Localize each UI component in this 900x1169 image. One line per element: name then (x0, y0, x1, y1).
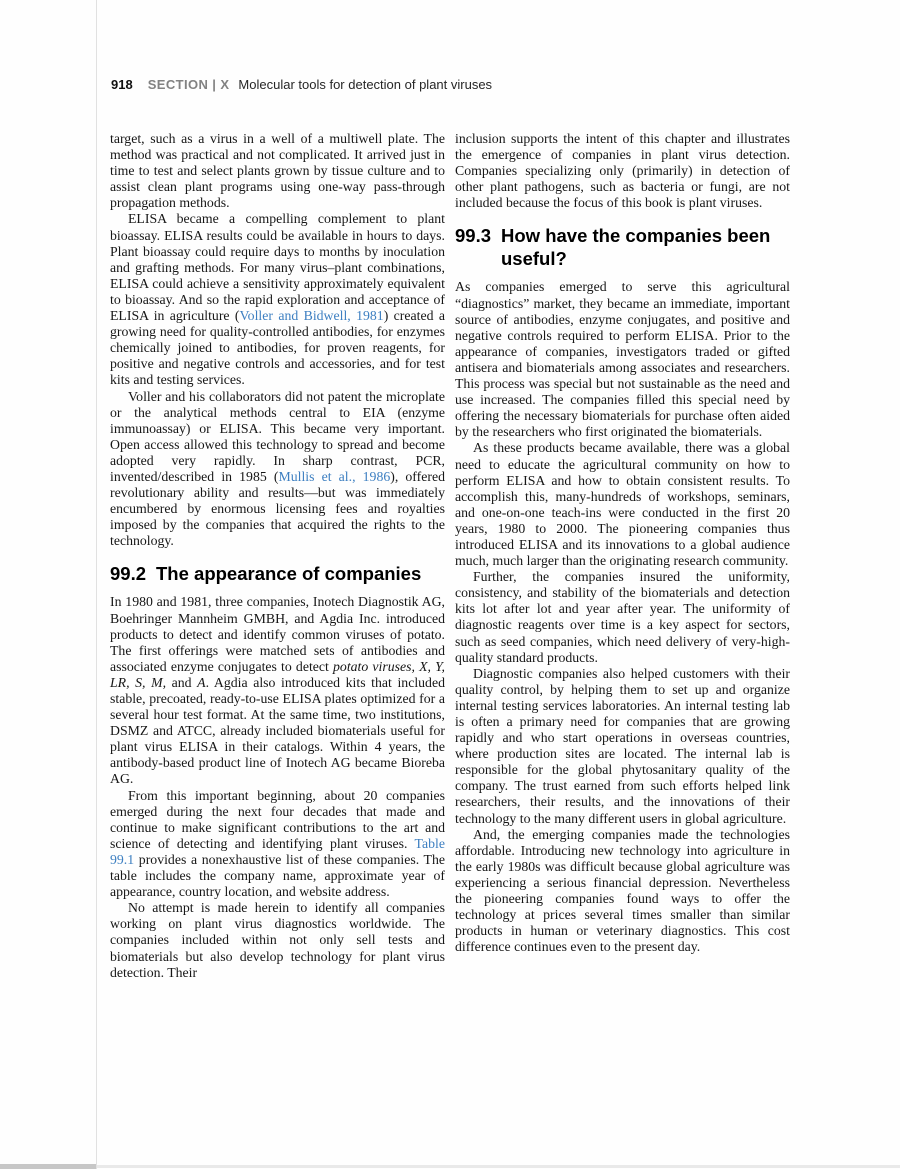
paragraph: No attempt is made herein to identify all companies working on plant virus diagnostics worldwide. The companies included within not only sell tests and biomaterials but also develop technology for plant virus detection. Their (110, 900, 445, 980)
section-title: How have the companies been useful? (501, 225, 771, 270)
citation-link[interactable]: Table 99.1 (110, 835, 445, 867)
section-number: 99.2 (110, 563, 147, 585)
italic-text: potato viruses, X, Y, LR, S, M, (110, 658, 445, 690)
section-title: The appearance of companies (156, 563, 422, 585)
paragraph: Diagnostic companies also helped customers with their quality control, by helping them to set up and organize internal testing services laboratories. An internal testing lab is often a primary need for companies that are growing rapidly and who start operations in overseas countries, where production sites are located. The internal lab is responsible for the global phytosanitary quality of the company. The trust earned from such efforts helped link researchers, their results, and the innovations of their technology to the many different users in global agriculture. (455, 665, 790, 826)
scan-edge-right (97, 1165, 900, 1168)
paragraph: inclusion supports the intent of this chapter and illustrates the emergence of companies in plant virus detection. Companies specializing only (primarily) in detection of other plant pathogens, such as bacteria or fungi, are not included because the focus of this book is plant viruses. (455, 131, 790, 211)
paragraph: target, such as a virus in a well of a multiwell plate. The method was practical and not complicated. It arrived just in time to test and select plants grown by tissue culture and to assist clean plant programs using one-way pass-through propagation methods. (110, 131, 445, 211)
page-spine-line (96, 0, 97, 1169)
right-column (455, 131, 790, 955)
page-number: 918 (111, 77, 133, 92)
section-number: 99.3 (455, 225, 492, 247)
paragraph: And, the emerging companies made the technologies affordable. Introducing new technology into agriculture in the early 1980s was difficult because global agriculture was experiencing a serious financial depression. Nevertheless the pioneering companies found ways to offer the technology at prices several times smaller than similar products in human or veterinary diagnostics. This cost difference continues even to the present day. (455, 826, 790, 955)
running-head-section-label: SECTION | X (147, 77, 230, 92)
paragraph: As these products became available, there was a global need to educate the agricultural community on how to perform ELISA and how to obtain consistent results. To accomplish this, many-hundreds of workshops, seminars, and one-on-one teach-ins were conducted in the first 20 years, 1980 to 2000. The pioneering companies thus introduced ELISA and its innovations to a global audience much, much larger than the originating research community. (455, 440, 790, 569)
running-head-chapter-title: Molecular tools for detection of plant viruses (238, 77, 493, 92)
paragraph: Further, the companies insured the uniformity, consistency, and stability of the biomaterials and detection kits lot after lot and year after year. The uniformity of diagnostic reagents over time is a key aspect for sectors, such as seed companies, which need delivery of very-high-quality standard products. (455, 569, 790, 665)
paragraph: ELISA became a compelling complement to plant bioassay. ELISA results could be available in hours to days. Plant bioassay could require days to months by inoculation and grafting methods. For many virus–plant combinations, ELISA could achieve a sensitivity approximately equivalent to bioassay. And so the rapid exploration and acceptance of ELISA in agriculture (Voller and Bidwell, 1981) created a growing need for quality-controlled antibodies, for enzymes chemically joined to antibodies, for proven reagents, for positive and negative controls and accessories, and for test kits and testing services. (110, 211, 445, 388)
left-column (110, 131, 445, 981)
italic-text: A (197, 674, 206, 690)
paragraph: Voller and his collaborators did not patent the microplate or the analytical methods central to EIA (enzyme immunoassay) or ELISA. This became very important. Open access allowed this technology to spread and become adopted very rapidly. In sharp contrast, PCR, invented/described in 1985 (Mullis et al., 1986), offered revolutionary ability and results—but was immediately encumbered by enormous licensing fees and royalties imposed by the companies that acquired the rights to the technology. (110, 388, 445, 549)
citation-link[interactable]: Voller and Bidwell, 1981 (239, 308, 384, 324)
citation-link[interactable]: Mullis et al., 1986 (278, 468, 391, 484)
running-head (111, 77, 791, 93)
section-heading (110, 562, 445, 585)
paragraph: From this important beginning, about 20 companies emerged during the next four decades that made and continue to make significant contributions to the art and science of detecting and identifying plant viruses. Table 99.1 provides a nonexhaustive list of these companies. The table includes the company name, approximate year of appearance, country location, and website address. (110, 787, 445, 900)
section-heading (455, 224, 790, 270)
scan-edge-left (0, 1164, 96, 1169)
paragraph: In 1980 and 1981, three companies, Inotech Diagnostik AG, Boehringer Mannheim GMBH, and Agdia Inc. introduced products to detect and identify common viruses of potato. The first offerings were matched sets of antibodies and associated enzyme conjugates to detect potato viruses, X, Y, LR, S, M, and A. Agdia also introduced kits that included stable, precoated, ready-to-use ELISA plates optimized for a several hour test format. At the same time, two institutions, DSMZ and ATCC, already included biomaterials useful for plant virus ELISA in their catalogs. Within 4 years, the antibody-based product line of Inotech AG became Bioreba AG. (110, 594, 445, 787)
paragraph: As companies emerged to serve this agricultural “diagnostics” market, they became an immediate, important source of antibodies, enzyme conjugates, and positive and negative controls required to perform ELISA. Prior to the appearance of companies, investigators traded or gifted antisera and biomaterials among associates and researchers. This process was special but not sustainable as the need and use increased. The companies filled this special need by offering the necessary biomaterials for purchase often aided by the researchers who first originated the biomaterials. (455, 279, 790, 440)
